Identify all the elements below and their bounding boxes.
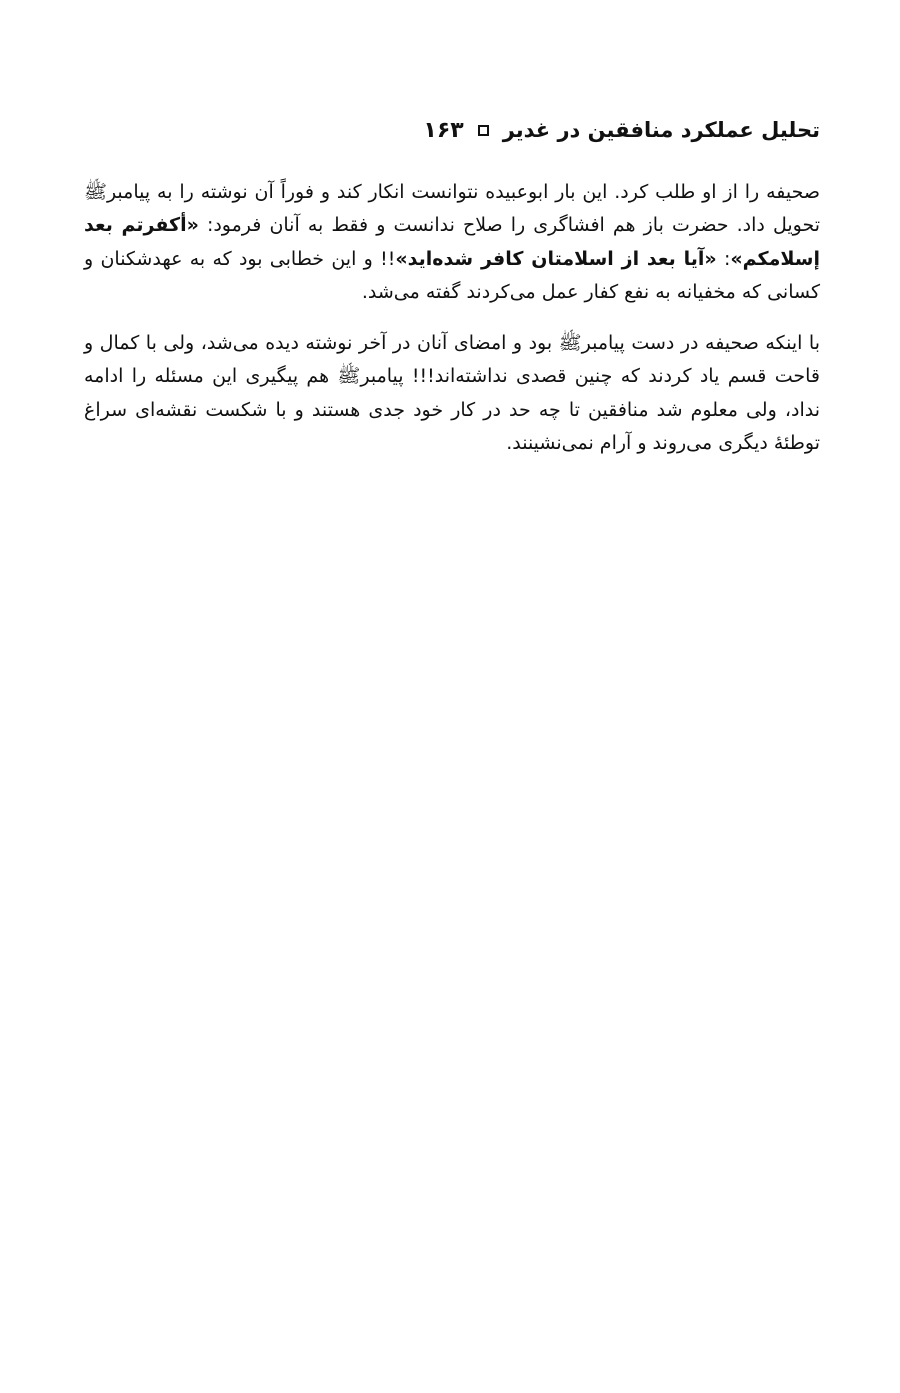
paragraph-2: [84, 327, 820, 461]
page-number: ۱۶۳: [423, 117, 464, 143]
body-text: [84, 176, 820, 478]
running-title: تحلیل عملکرد منافقین در غدیر: [502, 118, 820, 142]
paragraph-1: [84, 176, 820, 310]
paragraph-1-intro: صحیفه را از او طلب کرد. این بار ابوعبیده نتوانست انکار کند و فوراً آن نوشته را به پیامبرﷺ تحویل داد. حضرت باز هم افشاگری را صلاح ندانست و فقط به آنان فرمود:: [84, 181, 820, 237]
header-separator-square: [478, 125, 489, 136]
arabic-quote: «أكفرتم بعد إسلامكم»: [84, 214, 820, 270]
quote-colon: :: [716, 247, 731, 270]
running-header: [84, 112, 820, 148]
paragraph-2-text: با اینکه صحیفه در دست پیامبرﷺ بود و امضای آنان در آخر نوشته دیده می‌شد، ولی با کمال و قاحت قسم یاد کردند که چنین قصدی نداشته‌اند!!! پیامبرﷺ هم پیگیری این مسئله را ادامه نداد، ولی معلوم شد منافقین تا چه حد در کار خود جدی هستند و با شکست نقشه‌ای سراغ توطئهٔ دیگری می‌روند و آرام نمی‌نشینند.: [84, 331, 820, 455]
persian-quote: «آیا بعد از اسلامتان کافر شده‌اید»: [395, 247, 717, 270]
paragraph-1-rest: !! و این خطابی بود که به عهدشکنان و کسانی که مخفیانه به نفع کفار عمل می‌کردند گفته می‌شد.: [84, 247, 820, 304]
